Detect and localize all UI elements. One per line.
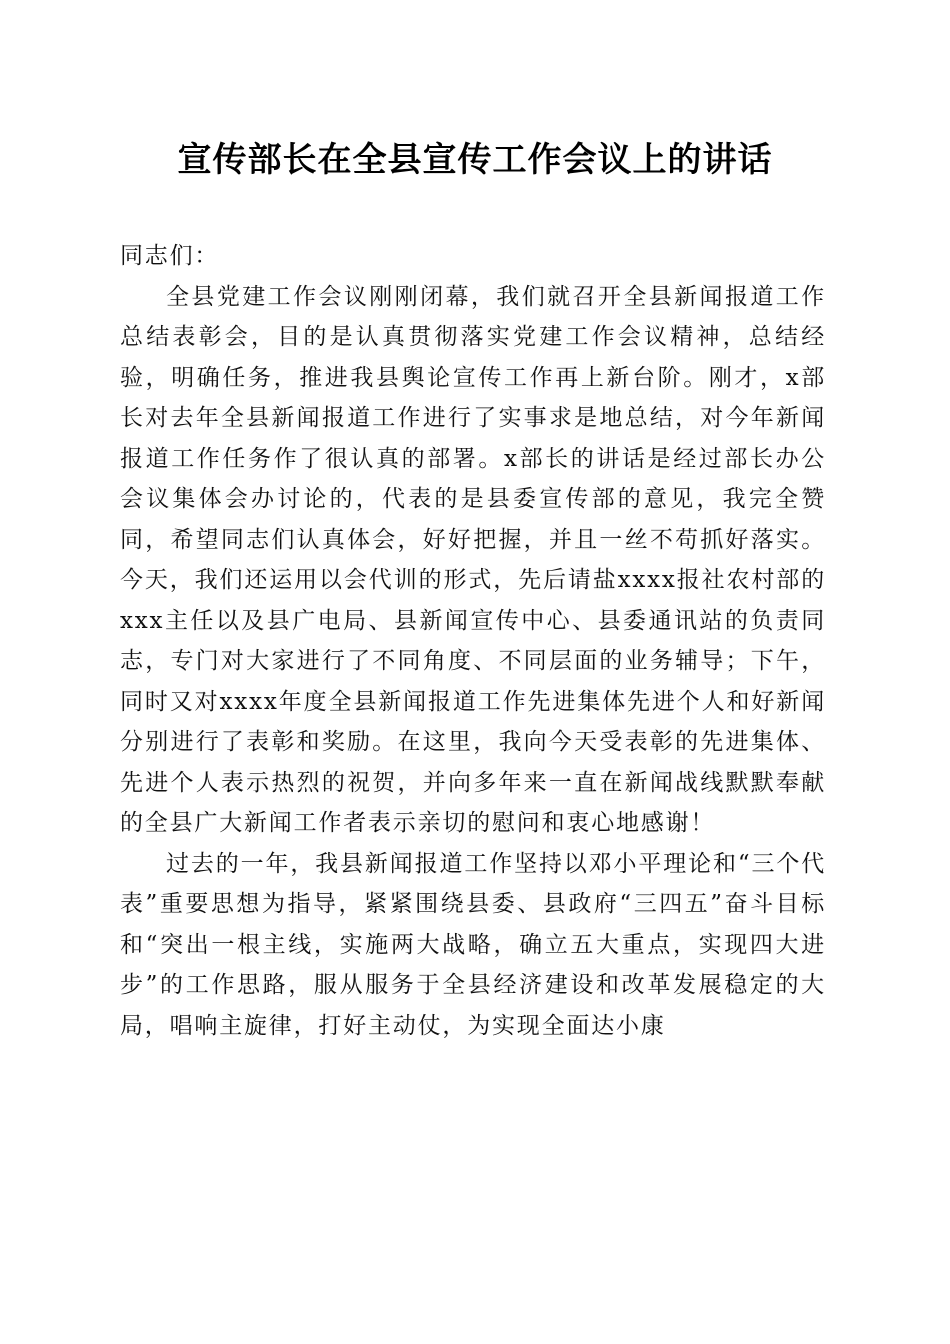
paragraph-1: 全县党建工作会议刚刚闭幕，我们就召开全县新闻报道工作总结表彰会，目的是认真贯彻落实党建工作会议精神，总结经验，明确任务，推进我县舆论宣传工作再上新台阶。刚才，x部长对去年全县新闻报道工作进行了实事求是地总结，对今年新闻报道工作任务作了很认真的部署。x部长的讲话是经过部长办公会议集体会办讨论的，代表的是县委宣传部的意见，我完全赞同，希望同志们认真体会，好好把握，并且一丝不苟抓好落实。今天，我们还运用以会代训的形式，先后请盐xxxx报社农村部的xxx主任以及县广电局、县新闻宣传中心、县委通讯站的负责同志，专门对大家进行了不同角度、不同层面的业务辅导；下午，同时又对xxxx年度全县新闻报道工作先进集体先进个人和好新闻分别进行了表彰和奖励。在这里，我向今天受表彰的先进集体、先进个人表示热烈的祝贺，并向多年来一直在新闻战线默默奉献的全县广大新闻工作者表示亲切的慰问和衷心地感谢！	[120, 283, 826, 836]
greeting: 同志们：	[120, 243, 220, 269]
document-title: 宣传部长在全县宣传工作会议上的讲话	[177, 140, 773, 180]
document-body	[120, 236, 826, 1046]
paragraph-2: 过去的一年，我县新闻报道工作坚持以邓小平理论和“三个代表”重要思想为指导，紧紧围绕县委、县政府“三四五”奋斗目标和“突出一根主线，实施两大战略，确立五大重点，实现四大进步”的工作思路，服从服务于全县经济建设和改革发展稳定的大局，唱响主旋律，打好主动仗，为实现全面达小康	[120, 850, 826, 1039]
